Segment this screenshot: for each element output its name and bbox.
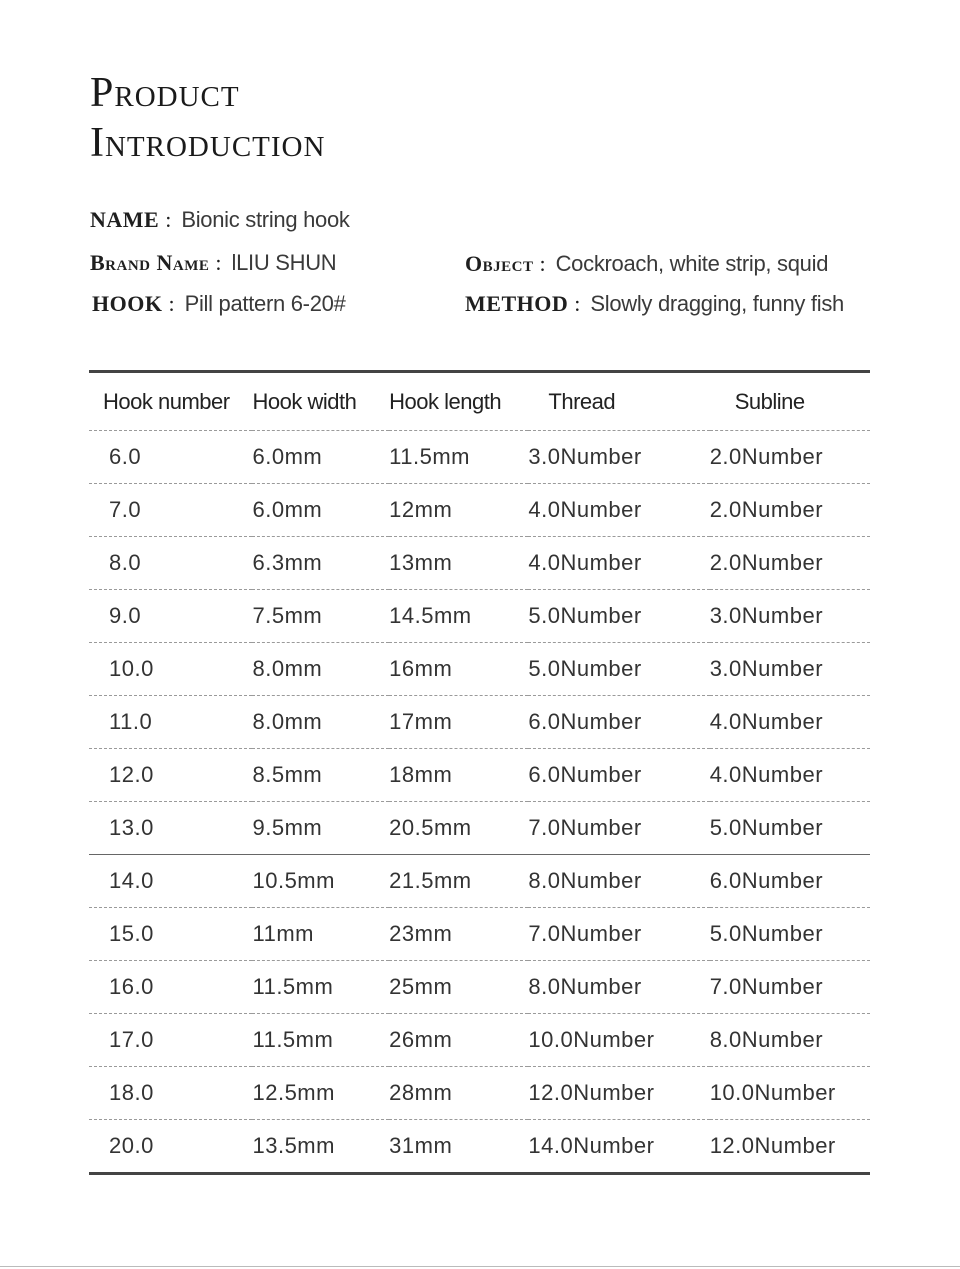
info-object-value: Cockroach, white strip, squid bbox=[555, 251, 829, 276]
cell-subline: 2.0Number bbox=[710, 537, 870, 590]
info-method bbox=[465, 290, 844, 318]
cell-thread: 5.0Number bbox=[528, 590, 709, 643]
info-name-separator: : bbox=[165, 207, 172, 232]
info-brand-name-separator: : bbox=[215, 250, 222, 275]
spec-table-container bbox=[89, 370, 870, 1175]
info-hook bbox=[92, 290, 346, 318]
header-thread: Thread bbox=[528, 372, 709, 431]
cell-subline: 6.0Number bbox=[710, 855, 870, 908]
cell-hook-number: 16.0 bbox=[89, 961, 252, 1014]
cell-thread: 8.0Number bbox=[528, 961, 709, 1014]
cell-thread: 12.0Number bbox=[528, 1067, 709, 1120]
info-object bbox=[465, 250, 828, 278]
cell-hook-width: 6.0mm bbox=[252, 431, 389, 484]
table-row bbox=[89, 908, 870, 961]
info-method-separator: : bbox=[574, 291, 581, 316]
table-row bbox=[89, 1014, 870, 1067]
cell-hook-length: 18mm bbox=[389, 749, 528, 802]
info-method-label: METHOD bbox=[465, 291, 569, 316]
info-brand-name bbox=[90, 249, 336, 277]
cell-hook-width: 11.5mm bbox=[252, 961, 389, 1014]
cell-hook-number: 8.0 bbox=[89, 537, 252, 590]
table-row bbox=[89, 749, 870, 802]
cell-thread: 7.0Number bbox=[528, 802, 709, 855]
cell-thread: 5.0Number bbox=[528, 643, 709, 696]
cell-thread: 14.0Number bbox=[528, 1133, 655, 1158]
cell-hook-length: 11.5mm bbox=[389, 431, 528, 484]
cell-hook-length: 26mm bbox=[389, 1014, 528, 1067]
cell-hook-length: 17mm bbox=[389, 696, 528, 749]
cell-thread: 6.0Number bbox=[528, 696, 709, 749]
cell-thread: 6.0Number bbox=[528, 749, 709, 802]
cell-hook-length: 13mm bbox=[389, 537, 528, 590]
header-hook-width: Hook width bbox=[252, 372, 389, 431]
info-object-label: Object bbox=[465, 251, 534, 276]
cell-hook-number: 7.0 bbox=[89, 484, 252, 537]
header-subline: Subline bbox=[710, 372, 870, 431]
cell-hook-width: 11.5mm bbox=[252, 1014, 389, 1067]
cell-thread: 10.0Number bbox=[528, 1014, 709, 1067]
cell-hook-number: 17.0 bbox=[89, 1014, 252, 1067]
table-row bbox=[89, 431, 870, 484]
cell-hook-number: 6.0 bbox=[89, 431, 252, 484]
table-row bbox=[89, 961, 870, 1014]
cell-hook-width: 6.0mm bbox=[252, 484, 389, 537]
bottom-divider bbox=[0, 1266, 960, 1267]
cell-subline: 5.0Number bbox=[710, 802, 870, 855]
cell-hook-width: 13.5mm bbox=[252, 1133, 335, 1158]
cell-hook-length: 23mm bbox=[389, 908, 528, 961]
cell-thread: 8.0Number bbox=[528, 855, 709, 908]
table-row bbox=[89, 696, 870, 749]
cell-hook-length: 25mm bbox=[389, 961, 528, 1014]
page-title-line-2: Introduction bbox=[90, 120, 326, 166]
cell-subline: 12.0Number bbox=[709, 1133, 836, 1158]
cell-hook-width: 12.5mm bbox=[252, 1067, 389, 1120]
cell-hook-length: 20.5mm bbox=[389, 802, 528, 855]
cell-hook-number: 13.0 bbox=[89, 802, 252, 855]
cell-hook-length: 12mm bbox=[389, 484, 528, 537]
cell-hook-length: 31mm bbox=[389, 1133, 453, 1158]
info-hook-label: HOOK bbox=[92, 291, 163, 316]
cell-thread: 4.0Number bbox=[528, 484, 709, 537]
table-row bbox=[89, 643, 870, 696]
page-title bbox=[90, 68, 325, 168]
spec-table bbox=[89, 370, 870, 1175]
cell-hook-width: 11mm bbox=[252, 908, 389, 961]
header-hook-number: Hook number bbox=[89, 372, 252, 431]
cell-hook-number: 15.0 bbox=[89, 908, 252, 961]
spec-table-header bbox=[89, 372, 870, 431]
header-hook-length: Hook length bbox=[389, 372, 528, 431]
cell-hook-number: 10.0 bbox=[89, 643, 252, 696]
table-row bbox=[89, 855, 870, 908]
table-row bbox=[89, 1067, 870, 1120]
cell-subline: 10.0Number bbox=[710, 1067, 870, 1120]
table-row bbox=[89, 802, 870, 855]
cell-hook-length: 21.5mm bbox=[389, 855, 528, 908]
cell-thread: 4.0Number bbox=[528, 537, 709, 590]
cell-hook-number: 20.0 bbox=[109, 1133, 154, 1158]
cell-thread: 3.0Number bbox=[528, 431, 709, 484]
info-name-label: NAME bbox=[90, 207, 160, 232]
cell-hook-number: 9.0 bbox=[89, 590, 252, 643]
cell-hook-width: 8.5mm bbox=[252, 749, 389, 802]
cell-subline: 3.0Number bbox=[710, 643, 870, 696]
cell-hook-number: 12.0 bbox=[89, 749, 252, 802]
info-object-separator: : bbox=[539, 251, 546, 276]
cell-hook-number: 14.0 bbox=[89, 855, 252, 908]
cell-hook-width: 10.5mm bbox=[252, 855, 389, 908]
header-row bbox=[89, 372, 870, 431]
page-title-line-1: Product bbox=[90, 70, 240, 116]
cell-hook-width: 8.0mm bbox=[252, 696, 389, 749]
table-row bbox=[89, 590, 870, 643]
table-row bbox=[89, 1120, 870, 1174]
cell-subline: 2.0Number bbox=[710, 484, 870, 537]
info-name-value: Bionic string hook bbox=[181, 207, 350, 232]
cell-hook-length: 28mm bbox=[389, 1067, 528, 1120]
cell-hook-width: 9.5mm bbox=[252, 802, 389, 855]
table-row bbox=[89, 484, 870, 537]
cell-hook-length: 14.5mm bbox=[389, 590, 528, 643]
info-method-value: Slowly dragging, funny fish bbox=[590, 291, 844, 316]
cell-hook-width: 8.0mm bbox=[252, 643, 389, 696]
cell-thread: 7.0Number bbox=[528, 908, 709, 961]
cell-hook-width: 6.3mm bbox=[252, 537, 389, 590]
info-brand-name-label: Brand Name bbox=[90, 250, 210, 275]
cell-subline: 4.0Number bbox=[710, 696, 870, 749]
cell-hook-width: 7.5mm bbox=[252, 590, 389, 643]
cell-subline: 8.0Number bbox=[710, 1014, 870, 1067]
info-hook-separator: : bbox=[168, 291, 175, 316]
cell-subline: 4.0Number bbox=[710, 749, 870, 802]
info-name bbox=[90, 206, 350, 234]
spec-table-body bbox=[89, 431, 870, 1174]
cell-subline: 5.0Number bbox=[710, 908, 870, 961]
cell-hook-number: 18.0 bbox=[89, 1067, 252, 1120]
cell-subline: 7.0Number bbox=[710, 961, 870, 1014]
info-brand-name-value: lLIU SHUN bbox=[231, 250, 337, 275]
table-row bbox=[89, 537, 870, 590]
info-hook-value: Pill pattern 6-20# bbox=[184, 291, 346, 316]
cell-subline: 2.0Number bbox=[710, 431, 870, 484]
cell-subline: 3.0Number bbox=[710, 590, 870, 643]
cell-hook-number: 11.0 bbox=[89, 696, 252, 749]
cell-hook-length: 16mm bbox=[389, 643, 528, 696]
